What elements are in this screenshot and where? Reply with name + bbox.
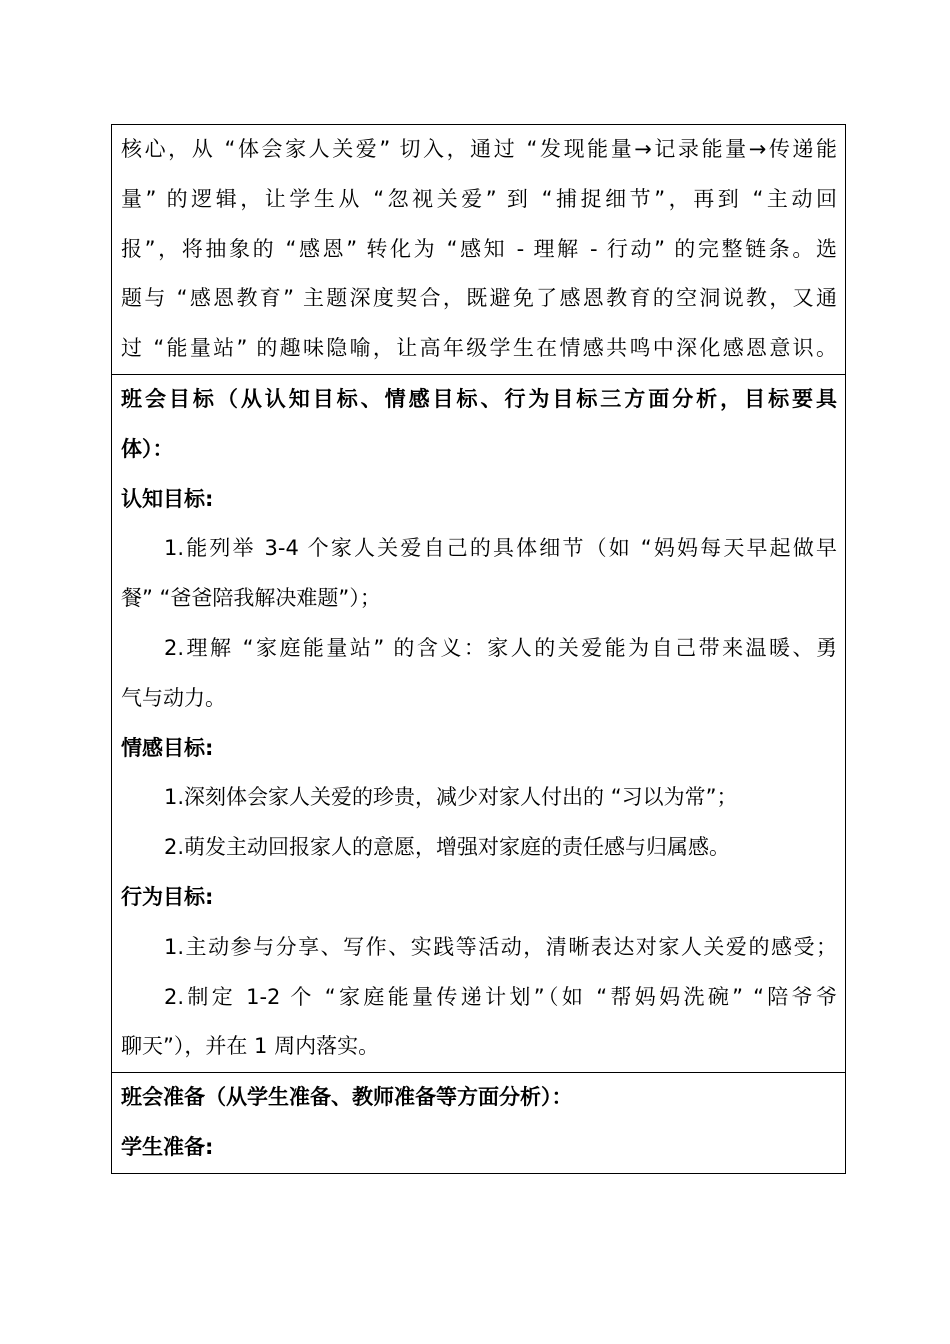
- cognitive-goal-item: 气与动力。: [121, 685, 226, 710]
- cognitive-goal-item: 餐” “爸爸陪我解决难题”）；: [121, 586, 381, 611]
- text-line: 量” 的逻辑，让学生从 “忽视关爱” 到 “捕捉细节”，再到 “主动回: [121, 186, 837, 211]
- behavioral-goals-title: 行为目标:: [121, 884, 214, 909]
- goals-section: [112, 374, 845, 1072]
- behavioral-goal-item: 1.主动参与分享、写作、实践等活动，清晰表达对家人关爱的感受；: [164, 934, 837, 959]
- student-preparation-title: 学生准备:: [121, 1134, 214, 1159]
- goals-heading: 班会目标（从认知目标、情感目标、行为目标三方面分析，目标要具: [121, 386, 837, 411]
- text-line: 核心，从 “体会家人关爱” 切入，通过 “发现能量→记录能量→传递能: [121, 137, 837, 161]
- topic-analysis-section: [112, 125, 845, 374]
- emotional-goal-item: 2.萌发主动回报家人的意愿，增强对家庭的责任感与归属感。: [164, 835, 731, 860]
- cognitive-goal-item: 1.能列举 3-4 个家人关爱自己的具体细节（如 “妈妈每天早起做早: [164, 536, 837, 561]
- emotional-goal-item: 1.深刻体会家人关爱的珍贵，减少对家人付出的 “习以为常”；: [164, 785, 738, 810]
- cognitive-goals-title: 认知目标:: [121, 486, 214, 511]
- preparation-section: [112, 1072, 845, 1173]
- goals-heading: 体）：: [121, 436, 174, 461]
- preparation-heading: 班会准备（从学生准备、教师准备等方面分析）：: [121, 1085, 573, 1110]
- text-line: 过 “能量站” 的趣味隐喻，让高年级学生在情感共鸣中深化感恩意识。: [121, 336, 837, 361]
- text-line: 报”，将抽象的 “感恩” 转化为 “感知 - 理解 - 行动” 的完整链条。选: [121, 236, 837, 261]
- behavioral-goal-item: 聊天”），并在 1 周内落实。: [121, 1034, 380, 1059]
- text-line: 题与 “感恩教育” 主题深度契合，既避免了感恩教育的空洞说教，又通: [121, 286, 837, 311]
- cognitive-goal-item: 2.理解 “家庭能量站” 的含义：家人的关爱能为自己带来温暖、勇: [164, 635, 837, 660]
- lesson-plan-table: [111, 124, 846, 1174]
- behavioral-goal-item: 2.制定 1-2 个 “家庭能量传递计划”（如 “帮妈妈洗碗” “陪爷爷: [164, 984, 837, 1009]
- emotional-goals-title: 情感目标:: [121, 735, 214, 760]
